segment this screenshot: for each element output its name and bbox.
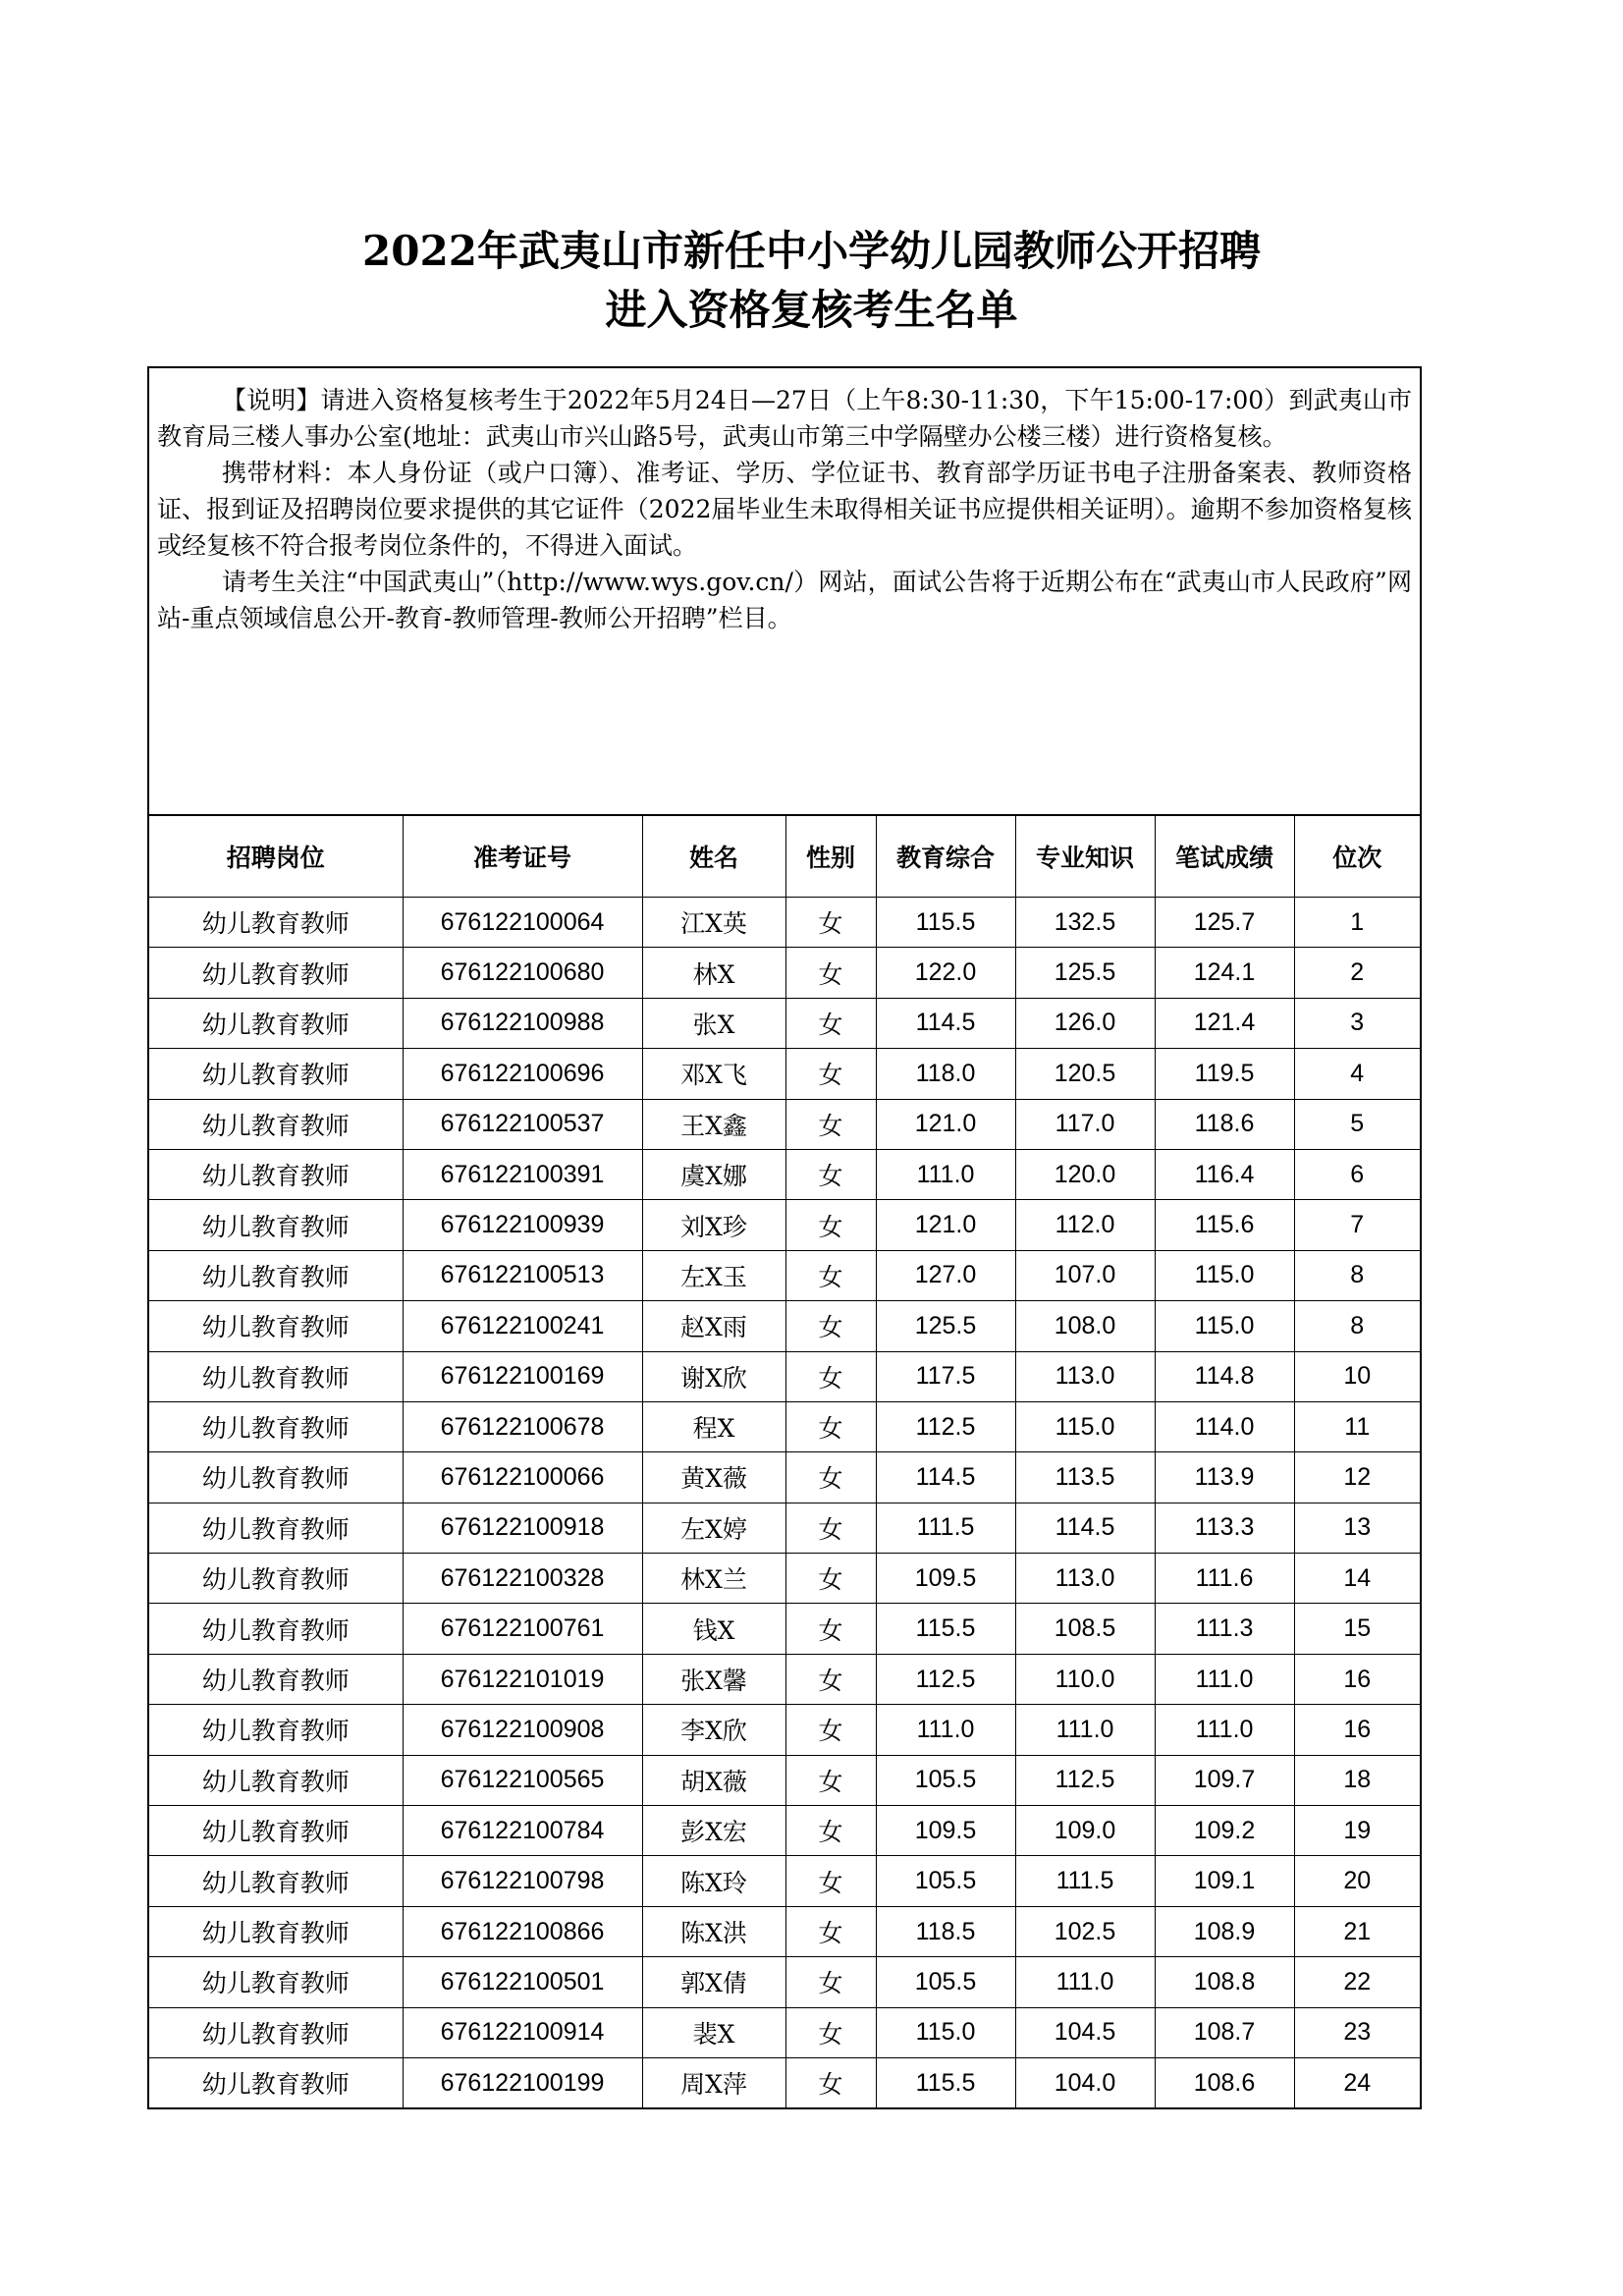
header-gender: 性别: [785, 816, 876, 898]
cell-education-score: 115.5: [876, 1604, 1015, 1654]
cell-written-score: 116.4: [1155, 1149, 1294, 1199]
cell-written-score: 115.0: [1155, 1301, 1294, 1351]
cell-education-score: 125.5: [876, 1301, 1015, 1351]
cell-post: 幼儿教育教师: [149, 1200, 403, 1250]
cell-name: 王X鑫: [642, 1099, 785, 1149]
cell-name: 左X婷: [642, 1503, 785, 1553]
cell-professional-score: 125.5: [1015, 948, 1155, 998]
cell-written-score: 109.1: [1155, 1856, 1294, 1906]
header-written-score: 笔试成绩: [1155, 816, 1294, 898]
cell-rank: 8: [1294, 1250, 1420, 1300]
cell-exam-id: 676122101019: [403, 1654, 642, 1704]
cell-professional-score: 109.0: [1015, 1806, 1155, 1856]
cell-exam-id: 676122100328: [403, 1554, 642, 1604]
cell-gender: 女: [785, 1452, 876, 1503]
cell-education-score: 111.0: [876, 1705, 1015, 1755]
cell-post: 幼儿教育教师: [149, 2057, 403, 2107]
cell-rank: 4: [1294, 1049, 1420, 1099]
cell-professional-score: 126.0: [1015, 998, 1155, 1048]
cell-professional-score: 132.5: [1015, 898, 1155, 948]
cell-post: 幼儿教育教师: [149, 1149, 403, 1199]
cell-rank: 18: [1294, 1755, 1420, 1805]
cell-name: 林X兰: [642, 1554, 785, 1604]
cell-post: 幼儿教育教师: [149, 1401, 403, 1451]
cell-professional-score: 115.0: [1015, 1401, 1155, 1451]
cell-professional-score: 112.5: [1015, 1755, 1155, 1805]
cell-rank: 16: [1294, 1654, 1420, 1704]
cell-name: 程X: [642, 1401, 785, 1451]
cell-name: 陈X洪: [642, 1906, 785, 1956]
cell-gender: 女: [785, 1049, 876, 1099]
header-professional-score: 专业知识: [1015, 816, 1155, 898]
table-row: [149, 1149, 1420, 1199]
cell-rank: 8: [1294, 1301, 1420, 1351]
cell-exam-id: 676122100918: [403, 1503, 642, 1553]
cell-exam-id: 676122100391: [403, 1149, 642, 1199]
cell-professional-score: 111.0: [1015, 1957, 1155, 2007]
table-row: [149, 2007, 1420, 2057]
cell-education-score: 114.5: [876, 1452, 1015, 1503]
cell-post: 幼儿教育教师: [149, 1049, 403, 1099]
cell-exam-id: 676122100680: [403, 948, 642, 998]
cell-exam-id: 676122100199: [403, 2057, 642, 2107]
cell-gender: 女: [785, 1806, 876, 1856]
cell-written-score: 111.3: [1155, 1604, 1294, 1654]
table-row: [149, 1200, 1420, 1250]
cell-professional-score: 108.0: [1015, 1301, 1155, 1351]
cell-education-score: 105.5: [876, 1856, 1015, 1906]
cell-education-score: 109.5: [876, 1806, 1015, 1856]
cell-gender: 女: [785, 1250, 876, 1300]
cell-professional-score: 113.5: [1015, 1452, 1155, 1503]
cell-name: 张X: [642, 998, 785, 1048]
cell-rank: 20: [1294, 1856, 1420, 1906]
header-exam-id: 准考证号: [403, 816, 642, 898]
cell-gender: 女: [785, 948, 876, 998]
cell-post: 幼儿教育教师: [149, 1806, 403, 1856]
table-row: [149, 1604, 1420, 1654]
cell-professional-score: 113.0: [1015, 1554, 1155, 1604]
table-row: [149, 1099, 1420, 1149]
cell-name: 林X: [642, 948, 785, 998]
header-education-score: 教育综合: [876, 816, 1015, 898]
cell-exam-id: 676122100501: [403, 1957, 642, 2007]
cell-post: 幼儿教育教师: [149, 1906, 403, 1956]
cell-rank: 6: [1294, 1149, 1420, 1199]
cell-professional-score: 114.5: [1015, 1503, 1155, 1553]
cell-name: 谢X欣: [642, 1351, 785, 1401]
cell-exam-id: 676122100798: [403, 1856, 642, 1906]
cell-rank: 15: [1294, 1604, 1420, 1654]
cell-gender: 女: [785, 1856, 876, 1906]
cell-education-score: 121.0: [876, 1099, 1015, 1149]
table-row: [149, 1755, 1420, 1805]
cell-name: 邓X飞: [642, 1049, 785, 1099]
table-row: [149, 1705, 1420, 1755]
cell-name: 刘X珍: [642, 1200, 785, 1250]
cell-written-score: 108.9: [1155, 1906, 1294, 1956]
cell-professional-score: 108.5: [1015, 1604, 1155, 1654]
cell-post: 幼儿教育教师: [149, 1604, 403, 1654]
cell-education-score: 112.5: [876, 1401, 1015, 1451]
cell-rank: 10: [1294, 1351, 1420, 1401]
table-row: [149, 1856, 1420, 1906]
cell-gender: 女: [785, 1149, 876, 1199]
cell-professional-score: 113.0: [1015, 1351, 1155, 1401]
cell-exam-id: 676122100914: [403, 2007, 642, 2057]
cell-education-score: 105.5: [876, 1755, 1015, 1805]
cell-written-score: 108.6: [1155, 2057, 1294, 2107]
table-row: [149, 1250, 1420, 1300]
cell-exam-id: 676122100241: [403, 1301, 642, 1351]
cell-professional-score: 110.0: [1015, 1654, 1155, 1704]
cell-post: 幼儿教育教师: [149, 998, 403, 1048]
cell-gender: 女: [785, 1554, 876, 1604]
cell-name: 陈X玲: [642, 1856, 785, 1906]
cell-exam-id: 676122100866: [403, 1906, 642, 1956]
cell-post: 幼儿教育教师: [149, 2007, 403, 2057]
cell-written-score: 111.0: [1155, 1654, 1294, 1704]
cell-professional-score: 120.5: [1015, 1049, 1155, 1099]
cell-education-score: 105.5: [876, 1957, 1015, 2007]
cell-education-score: 118.0: [876, 1049, 1015, 1099]
cell-professional-score: 111.5: [1015, 1856, 1155, 1906]
cell-post: 幼儿教育教师: [149, 1503, 403, 1553]
cell-written-score: 108.8: [1155, 1957, 1294, 2007]
cell-rank: 19: [1294, 1806, 1420, 1856]
cell-education-score: 109.5: [876, 1554, 1015, 1604]
cell-gender: 女: [785, 1906, 876, 1956]
cell-education-score: 115.5: [876, 2057, 1015, 2107]
cell-exam-id: 676122100761: [403, 1604, 642, 1654]
cell-rank: 12: [1294, 1452, 1420, 1503]
cell-professional-score: 102.5: [1015, 1906, 1155, 1956]
cell-exam-id: 676122100678: [403, 1401, 642, 1451]
cell-post: 幼儿教育教师: [149, 1705, 403, 1755]
note-paragraph-materials: 携带材料：本人身份证（或户口簿）、准考证、学历、学位证书、教育部学历证书电子注册备案表、教师资格证、报到证及招聘岗位要求提供的其它证件（2022届毕业生未取得相关证书应提供相关证明）。逾期不参加资格复核或经复核不符合报考岗位条件的，不得进入面试。: [157, 459, 1412, 560]
cell-post: 幼儿教育教师: [149, 1957, 403, 2007]
cell-education-score: 118.5: [876, 1906, 1015, 1956]
cell-written-score: 118.6: [1155, 1099, 1294, 1149]
cell-written-score: 121.4: [1155, 998, 1294, 1048]
cell-gender: 女: [785, 1705, 876, 1755]
cell-rank: 24: [1294, 2057, 1420, 2107]
cell-professional-score: 117.0: [1015, 1099, 1155, 1149]
cell-post: 幼儿教育教师: [149, 898, 403, 948]
cell-post: 幼儿教育教师: [149, 948, 403, 998]
cell-exam-id: 676122100908: [403, 1705, 642, 1755]
cell-gender: 女: [785, 2007, 876, 2057]
cell-education-score: 115.5: [876, 898, 1015, 948]
cell-education-score: 127.0: [876, 1250, 1015, 1300]
cell-written-score: 111.0: [1155, 1705, 1294, 1755]
cell-written-score: 115.0: [1155, 1250, 1294, 1300]
cell-post: 幼儿教育教师: [149, 1452, 403, 1503]
table-row: [149, 1401, 1420, 1451]
cell-rank: 1: [1294, 898, 1420, 948]
cell-gender: 女: [785, 2057, 876, 2107]
cell-post: 幼儿教育教师: [149, 1554, 403, 1604]
cell-gender: 女: [785, 1604, 876, 1654]
header-name: 姓名: [642, 816, 785, 898]
cell-written-score: 124.1: [1155, 948, 1294, 998]
cell-name: 张X馨: [642, 1654, 785, 1704]
cell-gender: 女: [785, 898, 876, 948]
cell-gender: 女: [785, 1957, 876, 2007]
cell-exam-id: 676122100537: [403, 1099, 642, 1149]
table-row: [149, 1452, 1420, 1503]
cell-exam-id: 676122100939: [403, 1200, 642, 1250]
cell-written-score: 109.7: [1155, 1755, 1294, 1805]
cell-education-score: 111.5: [876, 1503, 1015, 1553]
note-paragraph-review: 【说明】请进入资格复核考生于2022年5月24日—27日（上午8:30-11:30，下午15:00-17:00）到武夷山市教育局三楼人事办公室(地址：武夷山市兴山路5号，武夷山市第三中学隔壁办公楼三楼）进行资格复核。: [157, 386, 1412, 451]
cell-written-score: 108.7: [1155, 2007, 1294, 2057]
cell-exam-id: 676122100565: [403, 1755, 642, 1805]
cell-rank: 23: [1294, 2007, 1420, 2057]
table-row: [149, 998, 1420, 1048]
cell-post: 幼儿教育教师: [149, 1351, 403, 1401]
table-row: [149, 1503, 1420, 1553]
header-post: 招聘岗位: [149, 816, 403, 898]
cell-gender: 女: [785, 1503, 876, 1553]
cell-professional-score: 107.0: [1015, 1250, 1155, 1300]
table-header-row: [149, 816, 1420, 898]
table-row: [149, 948, 1420, 998]
cell-exam-id: 676122100169: [403, 1351, 642, 1401]
cell-rank: 5: [1294, 1099, 1420, 1149]
candidate-table: [149, 816, 1420, 2107]
cell-exam-id: 676122100064: [403, 898, 642, 948]
cell-education-score: 121.0: [876, 1200, 1015, 1250]
cell-gender: 女: [785, 1200, 876, 1250]
cell-rank: 2: [1294, 948, 1420, 998]
cell-written-score: 125.7: [1155, 898, 1294, 948]
cell-gender: 女: [785, 1351, 876, 1401]
table-row: [149, 1351, 1420, 1401]
cell-professional-score: 104.5: [1015, 2007, 1155, 2057]
cell-rank: 16: [1294, 1705, 1420, 1755]
cell-post: 幼儿教育教师: [149, 1856, 403, 1906]
cell-education-score: 114.5: [876, 998, 1015, 1048]
cell-professional-score: 104.0: [1015, 2057, 1155, 2107]
table-row: [149, 898, 1420, 948]
header-rank: 位次: [1294, 816, 1420, 898]
cell-education-score: 122.0: [876, 948, 1015, 998]
cell-written-score: 113.9: [1155, 1452, 1294, 1503]
cell-written-score: 111.6: [1155, 1554, 1294, 1604]
cell-rank: 13: [1294, 1503, 1420, 1553]
cell-name: 黄X薇: [642, 1452, 785, 1503]
cell-gender: 女: [785, 998, 876, 1048]
cell-education-score: 117.5: [876, 1351, 1015, 1401]
cell-rank: 11: [1294, 1401, 1420, 1451]
document-title-line2: 进入资格复核考生名单: [605, 286, 1018, 334]
notes-section: [149, 368, 1420, 816]
cell-education-score: 111.0: [876, 1149, 1015, 1199]
cell-name: 江X英: [642, 898, 785, 948]
cell-exam-id: 676122100988: [403, 998, 642, 1048]
cell-education-score: 115.0: [876, 2007, 1015, 2057]
table-row: [149, 2057, 1420, 2107]
results-frame: [147, 366, 1422, 2109]
cell-post: 幼儿教育教师: [149, 1755, 403, 1805]
cell-exam-id: 676122100696: [403, 1049, 642, 1099]
cell-written-score: 114.8: [1155, 1351, 1294, 1401]
cell-post: 幼儿教育教师: [149, 1654, 403, 1704]
cell-name: 左X玉: [642, 1250, 785, 1300]
cell-rank: 3: [1294, 998, 1420, 1048]
cell-post: 幼儿教育教师: [149, 1099, 403, 1149]
table-row: [149, 1906, 1420, 1956]
cell-gender: 女: [785, 1401, 876, 1451]
cell-written-score: 113.3: [1155, 1503, 1294, 1553]
cell-exam-id: 676122100066: [403, 1452, 642, 1503]
cell-name: 虞X娜: [642, 1149, 785, 1199]
cell-exam-id: 676122100513: [403, 1250, 642, 1300]
cell-gender: 女: [785, 1755, 876, 1805]
cell-name: 钱X: [642, 1604, 785, 1654]
cell-written-score: 109.2: [1155, 1806, 1294, 1856]
cell-post: 幼儿教育教师: [149, 1250, 403, 1300]
table-row: [149, 1806, 1420, 1856]
table-row: [149, 1654, 1420, 1704]
table-row: [149, 1049, 1420, 1099]
document-title-line1: 2022年武夷山市新任中小学幼儿园教师公开招聘: [362, 227, 1261, 275]
cell-written-score: 115.6: [1155, 1200, 1294, 1250]
cell-name: 胡X薇: [642, 1755, 785, 1805]
cell-education-score: 112.5: [876, 1654, 1015, 1704]
table-row: [149, 1554, 1420, 1604]
cell-name: 彭X宏: [642, 1806, 785, 1856]
table-row: [149, 1957, 1420, 2007]
cell-professional-score: 111.0: [1015, 1705, 1155, 1755]
cell-name: 裴X: [642, 2007, 785, 2057]
cell-post: 幼儿教育教师: [149, 1301, 403, 1351]
cell-gender: 女: [785, 1654, 876, 1704]
cell-professional-score: 120.0: [1015, 1149, 1155, 1199]
cell-name: 李X欣: [642, 1705, 785, 1755]
cell-written-score: 119.5: [1155, 1049, 1294, 1099]
cell-rank: 7: [1294, 1200, 1420, 1250]
cell-name: 赵X雨: [642, 1301, 785, 1351]
cell-rank: 21: [1294, 1906, 1420, 1956]
note-paragraph-website: 请考生关注“中国武夷山”（http://www.wys.gov.cn/）网站，面试公告将于近期公布在“武夷山市人民政府”网站-重点领域信息公开-教育-教师管理-教师公开招聘”栏目。: [157, 568, 1412, 632]
cell-written-score: 114.0: [1155, 1401, 1294, 1451]
cell-name: 周X萍: [642, 2057, 785, 2107]
table-row: [149, 1301, 1420, 1351]
cell-rank: 14: [1294, 1554, 1420, 1604]
cell-gender: 女: [785, 1301, 876, 1351]
cell-name: 郭X倩: [642, 1957, 785, 2007]
cell-exam-id: 676122100784: [403, 1806, 642, 1856]
cell-professional-score: 112.0: [1015, 1200, 1155, 1250]
cell-gender: 女: [785, 1099, 876, 1149]
cell-rank: 22: [1294, 1957, 1420, 2007]
